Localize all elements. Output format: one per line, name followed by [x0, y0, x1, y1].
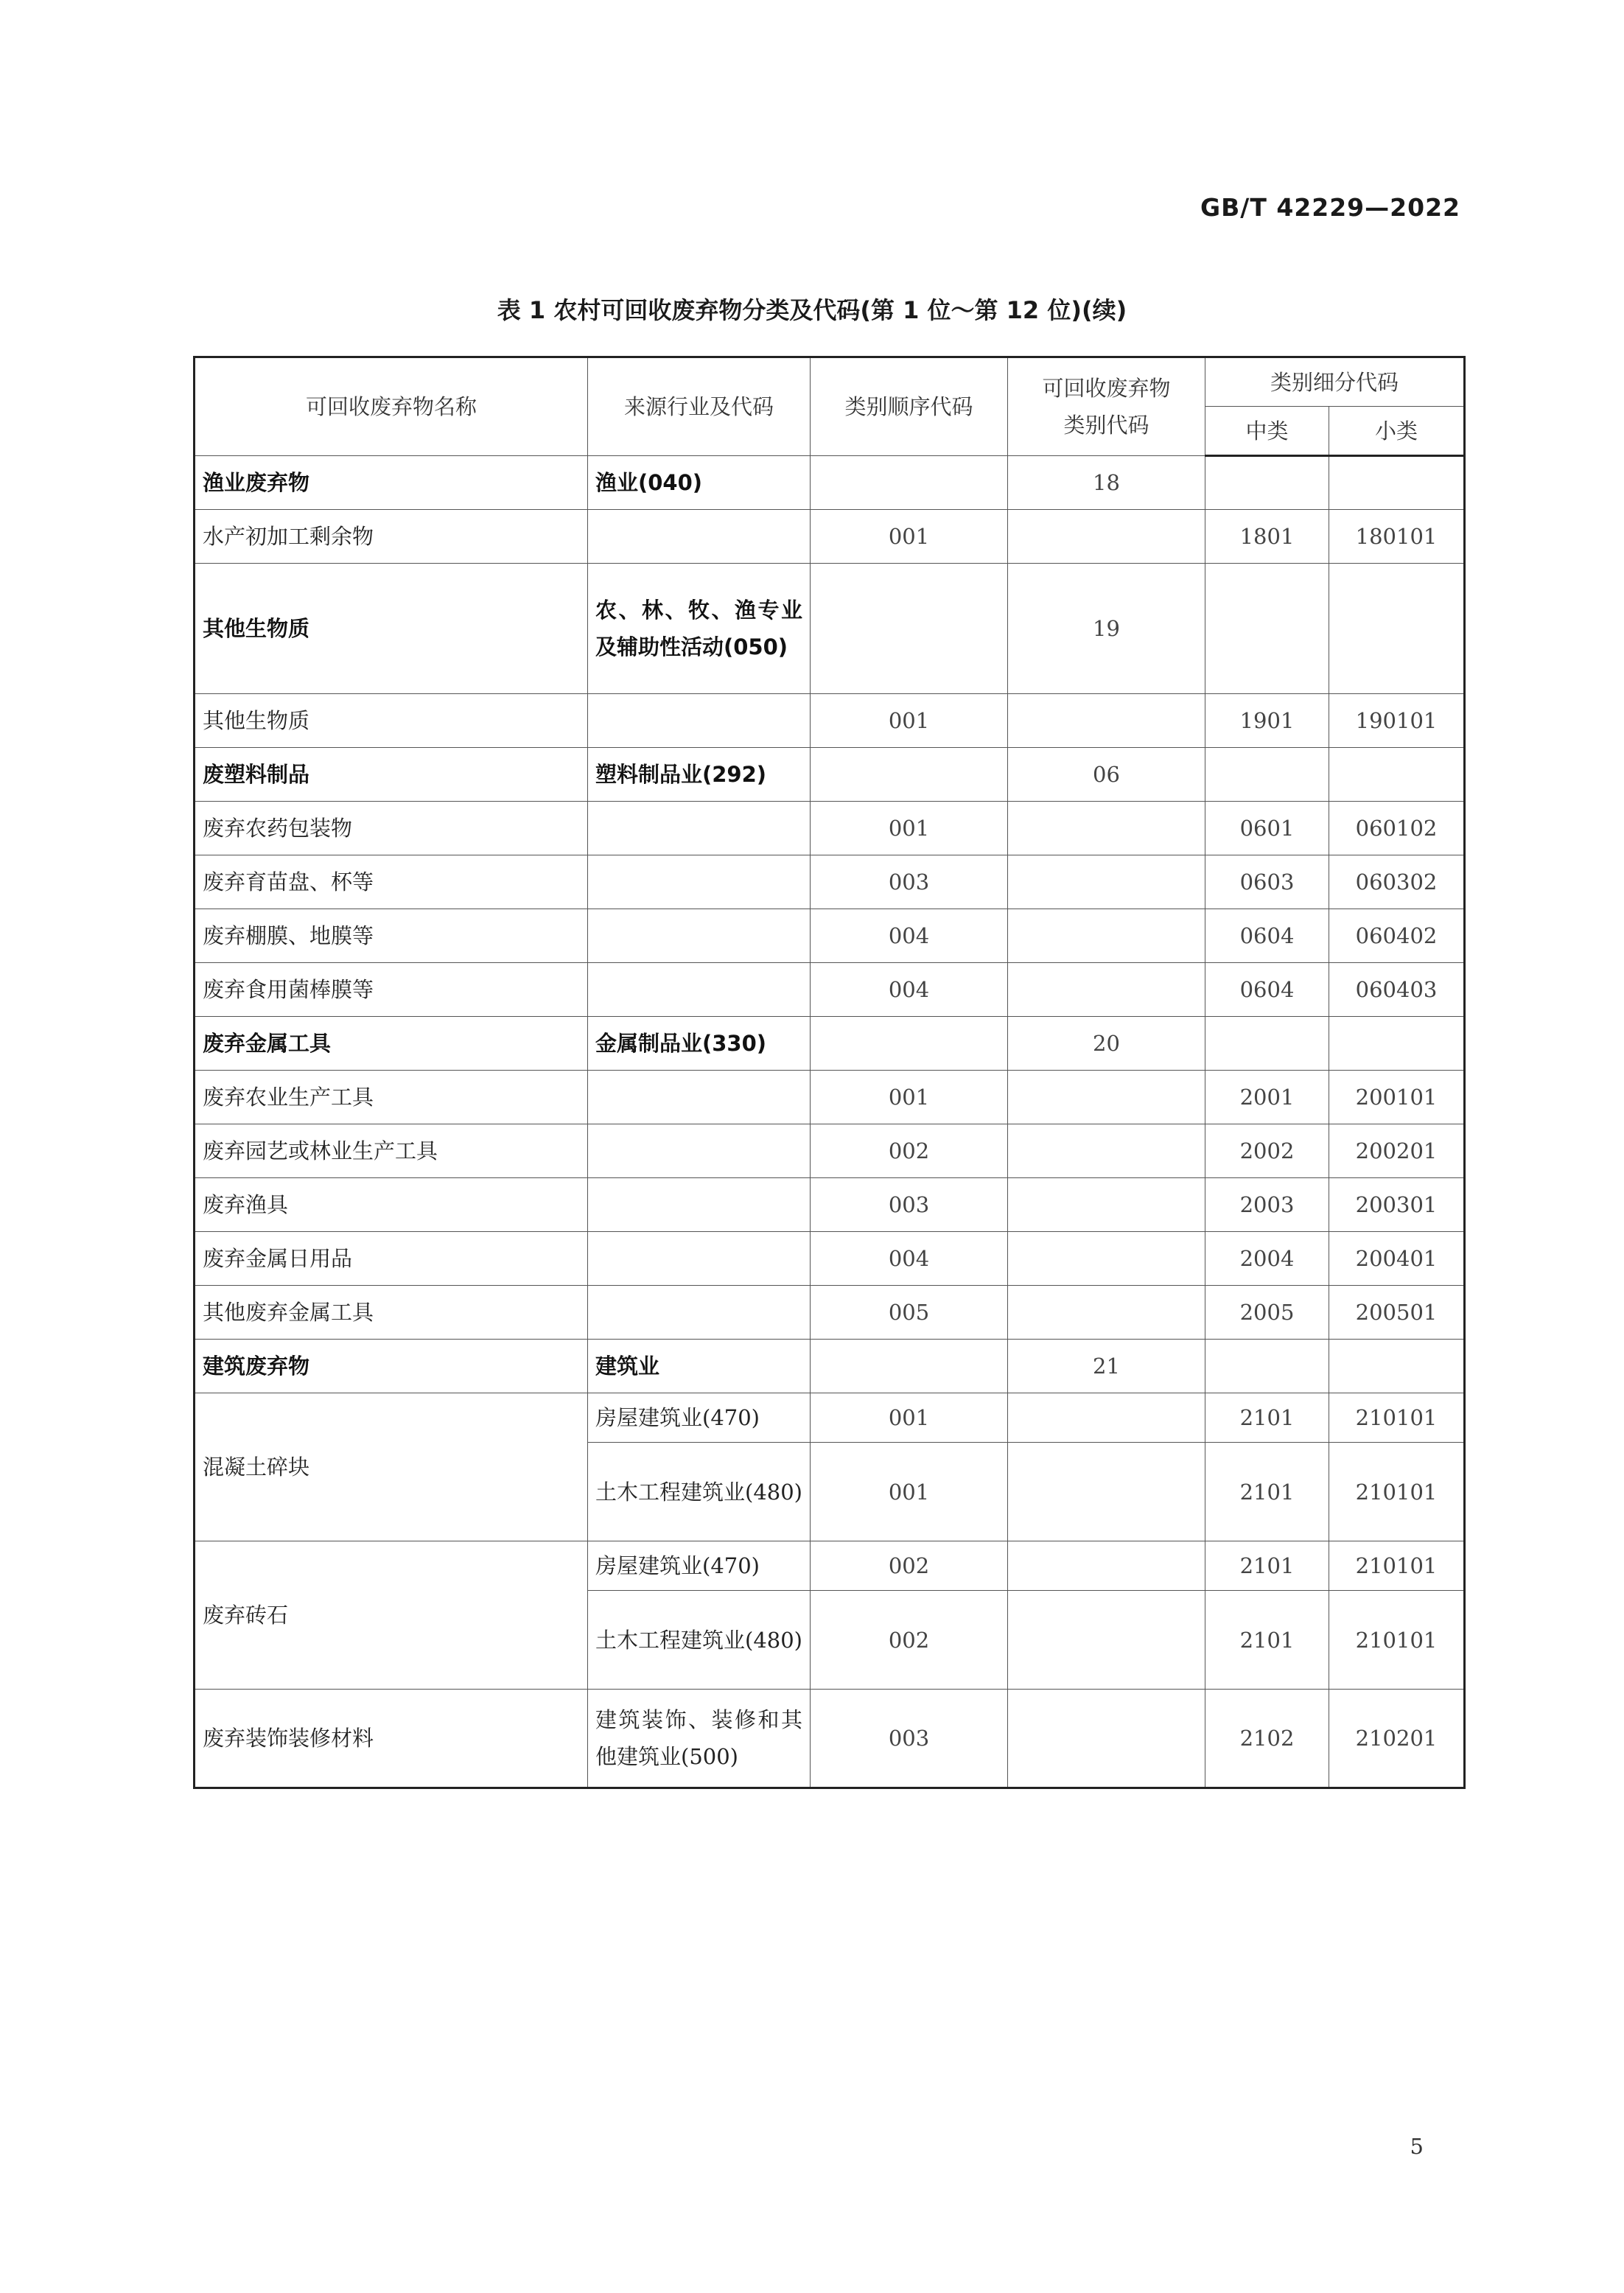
name-cell: 废弃园艺或林业生产工具 [195, 1124, 588, 1178]
table-title: 表 1 农村可回收废弃物分类及代码(第 1 位～第 12 位)(续) [497, 296, 1127, 324]
sequence-cell: 002 [811, 1591, 1008, 1690]
middle-cell: 2002 [1205, 1124, 1329, 1178]
name-cell: 废弃育苗盘、杯等 [195, 855, 588, 909]
middle-cell: 2005 [1205, 1286, 1329, 1340]
header-middle: 中类 [1205, 407, 1329, 456]
sequence-cell: 005 [811, 1286, 1008, 1340]
name-cell: 其他废弃金属工具 [195, 1286, 588, 1340]
table-row [195, 748, 1465, 802]
middle-cell: 1801 [1205, 510, 1329, 564]
middle-cell: 2101 [1205, 1443, 1329, 1541]
sequence-cell: 004 [811, 963, 1008, 1017]
table-row [195, 694, 1465, 748]
category-cell: 06 [1008, 748, 1205, 802]
name-cell: 废塑料制品 [195, 748, 588, 802]
header-category: 可回收废弃物类别代码 [1008, 357, 1205, 456]
table-row [195, 1286, 1465, 1340]
table-row [195, 1232, 1465, 1286]
name-cell: 废弃食用菌棒膜等 [195, 963, 588, 1017]
industry-cell: 建筑装饰、装修和其他建筑业(500) [588, 1690, 811, 1788]
middle-cell: 0604 [1205, 963, 1329, 1017]
sequence-cell: 003 [811, 1178, 1008, 1232]
small-cell: 060102 [1329, 802, 1465, 855]
industry-cell: 金属制品业(330) [588, 1017, 811, 1071]
header-small: 小类 [1329, 407, 1465, 456]
middle-cell: 2102 [1205, 1690, 1329, 1788]
sequence-cell: 001 [811, 1393, 1008, 1443]
sequence-cell: 002 [811, 1541, 1008, 1591]
industry-cell: 房屋建筑业(470) [588, 1393, 811, 1443]
sequence-cell: 001 [811, 694, 1008, 748]
table-row [195, 510, 1465, 564]
middle-cell: 0604 [1205, 909, 1329, 963]
middle-cell: 2101 [1205, 1393, 1329, 1443]
small-cell: 200301 [1329, 1178, 1465, 1232]
name-cell: 渔业废弃物 [195, 456, 588, 510]
table-row [195, 1017, 1465, 1071]
name-cell: 废弃金属日用品 [195, 1232, 588, 1286]
small-cell: 200101 [1329, 1071, 1465, 1124]
table-row [195, 1393, 1465, 1443]
name-cell: 其他生物质 [195, 694, 588, 748]
name-cell: 废弃农业生产工具 [195, 1071, 588, 1124]
small-cell: 210101 [1329, 1591, 1465, 1690]
middle-cell: 2001 [1205, 1071, 1329, 1124]
sequence-cell: 001 [811, 802, 1008, 855]
name-cell: 废弃农药包装物 [195, 802, 588, 855]
small-cell: 200401 [1329, 1232, 1465, 1286]
table-row [195, 564, 1465, 694]
sequence-cell: 003 [811, 855, 1008, 909]
middle-cell: 2003 [1205, 1178, 1329, 1232]
small-cell: 210101 [1329, 1443, 1465, 1541]
sequence-cell: 001 [811, 510, 1008, 564]
header-sequence: 类别顺序代码 [811, 357, 1008, 456]
industry-cell: 农、林、牧、渔专业及辅助性活动(050) [588, 564, 811, 694]
sequence-cell: 001 [811, 1443, 1008, 1541]
name-cell: 其他生物质 [195, 564, 588, 694]
page-number: 5 [1410, 2134, 1424, 2159]
sequence-cell: 004 [811, 1232, 1008, 1286]
industry-cell: 建筑业 [588, 1340, 811, 1393]
sequence-cell: 003 [811, 1690, 1008, 1788]
table-row [195, 909, 1465, 963]
industry-cell: 房屋建筑业(470) [588, 1541, 811, 1591]
small-cell: 210101 [1329, 1393, 1465, 1443]
table-row [195, 855, 1465, 909]
small-cell: 200501 [1329, 1286, 1465, 1340]
table-row [195, 963, 1465, 1017]
category-cell: 21 [1008, 1340, 1205, 1393]
small-cell: 210101 [1329, 1541, 1465, 1591]
middle-cell: 0601 [1205, 802, 1329, 855]
small-cell: 180101 [1329, 510, 1465, 564]
table-row [195, 456, 1465, 510]
category-cell: 18 [1008, 456, 1205, 510]
name-cell: 水产初加工剩余物 [195, 510, 588, 564]
header-subdivision: 类别细分代码 [1205, 357, 1465, 407]
industry-cell: 土木工程建筑业(480) [588, 1591, 811, 1690]
sequence-cell: 002 [811, 1124, 1008, 1178]
name-cell: 混凝土碎块 [195, 1393, 588, 1541]
small-cell: 190101 [1329, 694, 1465, 748]
table-row [195, 1690, 1465, 1788]
small-cell: 060402 [1329, 909, 1465, 963]
standard-number: GB/T 42229—2022 [1200, 193, 1460, 222]
industry-cell: 塑料制品业(292) [588, 748, 811, 802]
name-cell: 废弃金属工具 [195, 1017, 588, 1071]
classification-table [193, 356, 1466, 1789]
small-cell: 210201 [1329, 1690, 1465, 1788]
name-cell: 废弃棚膜、地膜等 [195, 909, 588, 963]
table-row [195, 1178, 1465, 1232]
middle-cell: 0603 [1205, 855, 1329, 909]
middle-cell: 2101 [1205, 1541, 1329, 1591]
header-industry: 来源行业及代码 [588, 357, 811, 456]
table-row [195, 1340, 1465, 1393]
name-cell: 建筑废弃物 [195, 1340, 588, 1393]
middle-cell: 2004 [1205, 1232, 1329, 1286]
name-cell: 废弃砖石 [195, 1541, 588, 1690]
header-name: 可回收废弃物名称 [195, 357, 588, 456]
small-cell: 060302 [1329, 855, 1465, 909]
industry-cell: 土木工程建筑业(480) [588, 1443, 811, 1541]
small-cell: 200201 [1329, 1124, 1465, 1178]
name-cell: 废弃渔具 [195, 1178, 588, 1232]
sequence-cell: 004 [811, 909, 1008, 963]
small-cell: 060403 [1329, 963, 1465, 1017]
table-row [195, 1071, 1465, 1124]
table-row [195, 1541, 1465, 1591]
table-row [195, 1124, 1465, 1178]
category-cell: 19 [1008, 564, 1205, 694]
name-cell: 废弃装饰装修材料 [195, 1690, 588, 1788]
category-cell: 20 [1008, 1017, 1205, 1071]
middle-cell: 2101 [1205, 1591, 1329, 1690]
middle-cell: 1901 [1205, 694, 1329, 748]
table-row [195, 802, 1465, 855]
sequence-cell: 001 [811, 1071, 1008, 1124]
industry-cell: 渔业(040) [588, 456, 811, 510]
